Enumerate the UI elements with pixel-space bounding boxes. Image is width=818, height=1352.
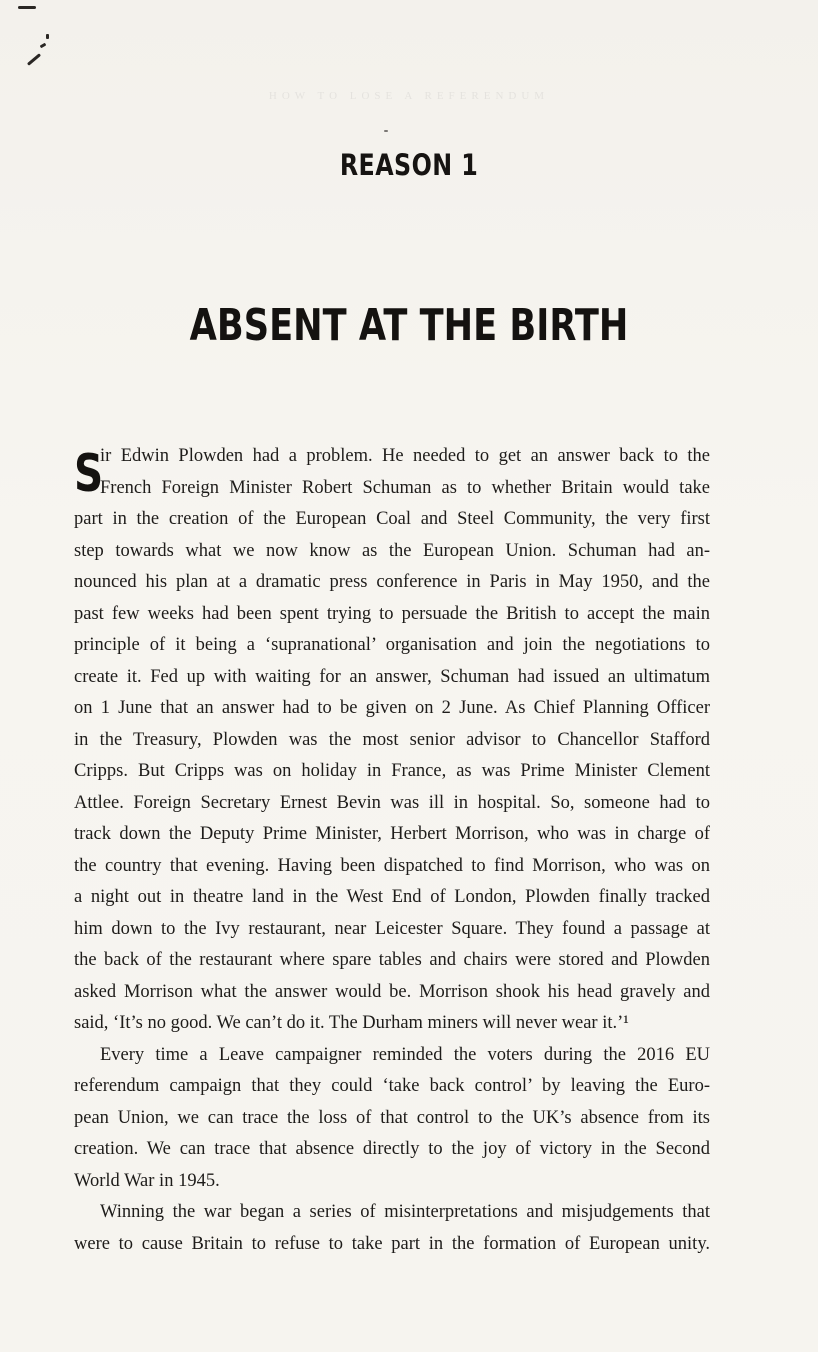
text-line: create it. Fed up with waiting for an answer, Schuman had issued an ultimatum [74,666,710,687]
text-line: Attlee. Foreign Secretary Ernest Bevin was ill in hospital. So, someone had to [74,792,710,813]
text-line: a night out in theatre land in the West End of London, Plowden finally tracked [74,887,710,907]
text-line: in the Treasury, Plowden was the most senior advisor to Chancellor Stafford [74,729,710,750]
text-line: referendum campaign that they could ‘take back control’ by leaving the Euro- [74,1076,710,1096]
text-line: said, ‘It’s no good. We can’t do it. The Durham miners will never wear it.’¹ [74,1013,629,1033]
text-line: ir Edwin Plowden had a problem. He needed to get an answer back to the [100,446,710,466]
text-line: were to cause Britain to refuse to take part in the formation of European unity. [74,1233,710,1254]
ink-speck [18,6,36,9]
text-line: track down the Deputy Prime Minister, Herbert Morrison, who was in charge of [74,824,710,844]
text-line: principle of it being a ‘supranational’ organisation and join the negotiations to [74,635,710,655]
text-line: step towards what we now know as the European Union. Schuman had an- [74,540,710,561]
text-line: pean Union, we can trace the loss of that control to the UK’s absence from its [74,1107,710,1128]
ink-speck [46,34,49,39]
text-line: French Foreign Minister Robert Schuman as to whether Britain would take [100,477,710,498]
chapter-title: ABSENT AT THE BIRTH [189,300,629,351]
text-line: past few weeks had been spent trying to persuade the British to accept the main [74,603,710,624]
text-line: the back of the restaurant where spare tables and chairs were stored and Plowden [74,950,710,970]
ink-speck [40,43,47,49]
text-line: him down to the Ivy restaurant, near Leicester Square. They found a passage at [74,918,710,939]
text-line: the country that evening. Having been dispatched to find Morrison, who was on [74,855,710,876]
text-line: asked Morrison what the answer would be. Morrison shook his head gravely and [74,981,710,1002]
text-line: on 1 June that an answer had to be given on 2 June. As Chief Planning Officer [74,698,710,718]
text-line: nounced his plan at a dramatic press conference in Paris in May 1950, and the [74,572,710,592]
running-head-bleed: HOW TO LOSE A REFERENDUM [268,90,550,102]
text-line: part in the creation of the European Coal and Steel Community, the very first [74,509,710,529]
ink-speck [384,130,388,132]
text-line: Winning the war began a series of misinterpretations and misjudgements that [100,1202,710,1222]
body-text [74,441,710,1260]
ink-speck [27,53,41,66]
text-line: creation. We can trace that absence directly to the joy of victory in the Second [74,1139,710,1159]
drop-cap: S [74,444,104,504]
text-line: Every time a Leave campaigner reminded the voters during the 2016 EU [100,1044,710,1065]
chapter-label: REASON 1 [339,148,479,182]
text-line: Cripps. But Cripps was on holiday in France, as was Prime Minister Clement [74,761,710,781]
text-line: World War in 1945. [74,1170,220,1191]
